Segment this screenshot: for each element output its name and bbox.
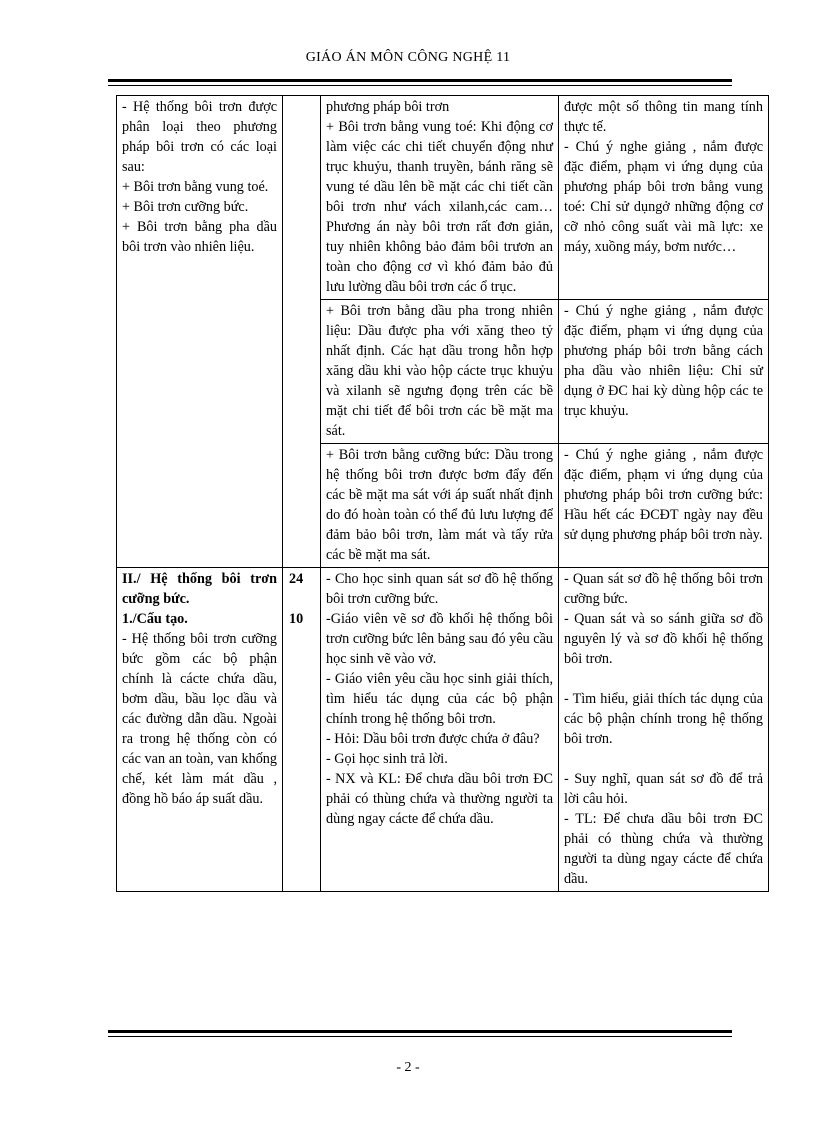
teacher-line: + Bôi trơn bằng dầu pha trong nhiên liệu: Dầu được pha với xăng theo tỷ nhất định. Các hạt dầu trong hỗn hợp xăng dầu khi vào hộp cácte trục khuỷu và xilanh sẽ ngưng đọng trên các bề mặt chi tiết để bôi trơn các bề mặt ma sát. [326,303,553,439]
student-activity-cell [559,444,769,568]
time-cell [283,96,321,568]
teacher-line: phương pháp bôi trơn [326,99,450,115]
time-cell [283,568,321,892]
student-line: được một số thông tin mang tính thực tế. [564,99,763,135]
teacher-line: + Bôi trơn bằng cưỡng bức: Dầu trong hệ thống bôi trơn được bơm đẩy đến các bề mặt ma sát với áp suất nhất định do đó hoàn toàn có thể đủ lưu lượng để đảm bảo bôi trơn, làm mát và tẩy rửa các bề mặt ma sát. [326,447,553,563]
section-subheading: 1./Cấu tạo. [122,611,188,627]
page-number: - 2 - [396,1060,420,1075]
student-line: - Tìm hiểu, giải thích tác dụng của các bộ phận chính trong hệ thống bôi trơn. [564,691,763,747]
student-activity-cell [559,96,769,300]
student-line: - Chú ý nghe giảng , nắm được đặc điểm, phạm vi ứng dụng của phương pháp bôi trơn cưỡng bức: Hầu hết các ĐCĐT ngày nay đều sử dụng phương pháp bôi trơn này. [564,447,763,543]
student-line: - Suy nghĩ, quan sát sơ đồ để trả lời câu hỏi. [564,771,763,807]
teacher-line: - Giáo viên yêu cầu học sinh giải thích, tìm hiểu tác dụng của các bộ phận chính trong hệ thống bôi trơn. [326,671,553,727]
student-line: - Quan sát sơ đồ hệ thống bôi trơn cưỡng bức. [564,571,763,607]
teacher-activity-cell [321,444,559,568]
table-row [117,568,769,892]
content-line: + Bôi trơn bằng pha dầu bôi trơn vào nhiên liệu. [122,219,277,255]
time-value: 24 [289,571,304,587]
content-cell [117,96,283,568]
teacher-activity-cell [321,96,559,300]
teacher-line: + Bôi trơn bằng vung toé: Khi động cơ làm việc các chi tiết chuyển động như trục khuỷu, thanh truyền, bánh răng sẽ vung té dầu lên bề mặt các chi tiết cần bôi trơn như vách xilanh,các cam…Phương án này bôi trơn rất đơn giản, tuy nhiên không bảo đảm bôi trươn an toàn cho động cơ vì khó đảm bảo đủ lưu lường dầu bôi trơn các ổ trục. [326,119,553,295]
teacher-activity-cell [321,568,559,892]
header-rule [108,79,732,82]
student-activity-cell [559,568,769,892]
student-activity-cell [559,300,769,444]
spacer-line [564,669,763,689]
section-heading: II./ Hệ thống bôi trơn cưỡng bức. [122,571,277,607]
page-header-title: GIÁO ÁN MÔN CÔNG NGHỆ 11 [305,50,511,65]
teacher-line: - Hỏi: Dầu bôi trơn được chứa ở đâu? [326,731,540,747]
content-line: - Hệ thống bôi trơn cưỡng bức gồm các bộ phận chính là cácte chứa dầu, bơm dầu, bầu lọc dầu và các đường dẫn dầu. Ngoài ra trong hệ thống còn có các van an toàn, van khống chế, két làm mát dầu , đồng hồ báo áp suất dầu. [122,631,277,807]
table-row [117,96,769,300]
footer-rule [108,1030,732,1033]
teacher-line: -Giáo viên vẽ sơ đồ khối hệ thống bôi trơn cưỡng bức lên bảng sau đó yêu cầu học sinh vẽ vào vở. [326,611,553,667]
student-line: - Chú ý nghe giảng , nắm được đặc điểm, phạm vi ứng dụng của phương pháp bôi trơn bằng cách pha dầu vào nhiên liệu: Chỉ sử dụng ở ĐC hai kỳ dùng hộp các te trục khuỷu. [564,303,763,419]
student-line: - Chú ý nghe giảng , nắm được đặc điểm, phạm vi ứng dụng của phương pháp bôi trơn bằng vung toé: Chỉ sử dụngở những động cơ cỡ nhỏ công suất vài mã lực: xe máy, xuồng máy, bơm nước… [564,139,763,255]
teacher-line: - Cho học sinh quan sát sơ đồ hệ thống bôi trơn cưỡng bức. [326,571,553,607]
time-value: 10 [289,611,304,627]
student-line: - TL: Để chưa dầu bôi trơn ĐC phải có thùng chứa và thường người ta dùng ngay cácte để chứa dầu. [564,811,763,887]
spacer-line [564,749,763,769]
lesson-table [116,95,769,892]
teacher-activity-cell [321,300,559,444]
footer-rule-thin [108,1036,732,1037]
content-line: + Bôi trơn bằng vung toé. [122,179,269,195]
content-line: - Hệ thống bôi trơn được phân loại theo phương pháp bôi trơn có các loại sau: [122,99,277,175]
content-line: + Bôi trơn cưỡng bức. [122,199,249,215]
teacher-line: - NX và KL: Để chưa dầu bôi trơn ĐC phải có thùng chứa và thường người ta dùng ngay cácte để chứa dầu. [326,771,553,827]
header-rule-thin [108,85,732,86]
content-cell [117,568,283,892]
student-line: - Quan sát và so sánh giữa sơ đồ nguyên lý và sơ đồ khối hệ thống bôi trơn. [564,611,763,667]
teacher-line: - Gọi học sinh trả lời. [326,751,448,767]
